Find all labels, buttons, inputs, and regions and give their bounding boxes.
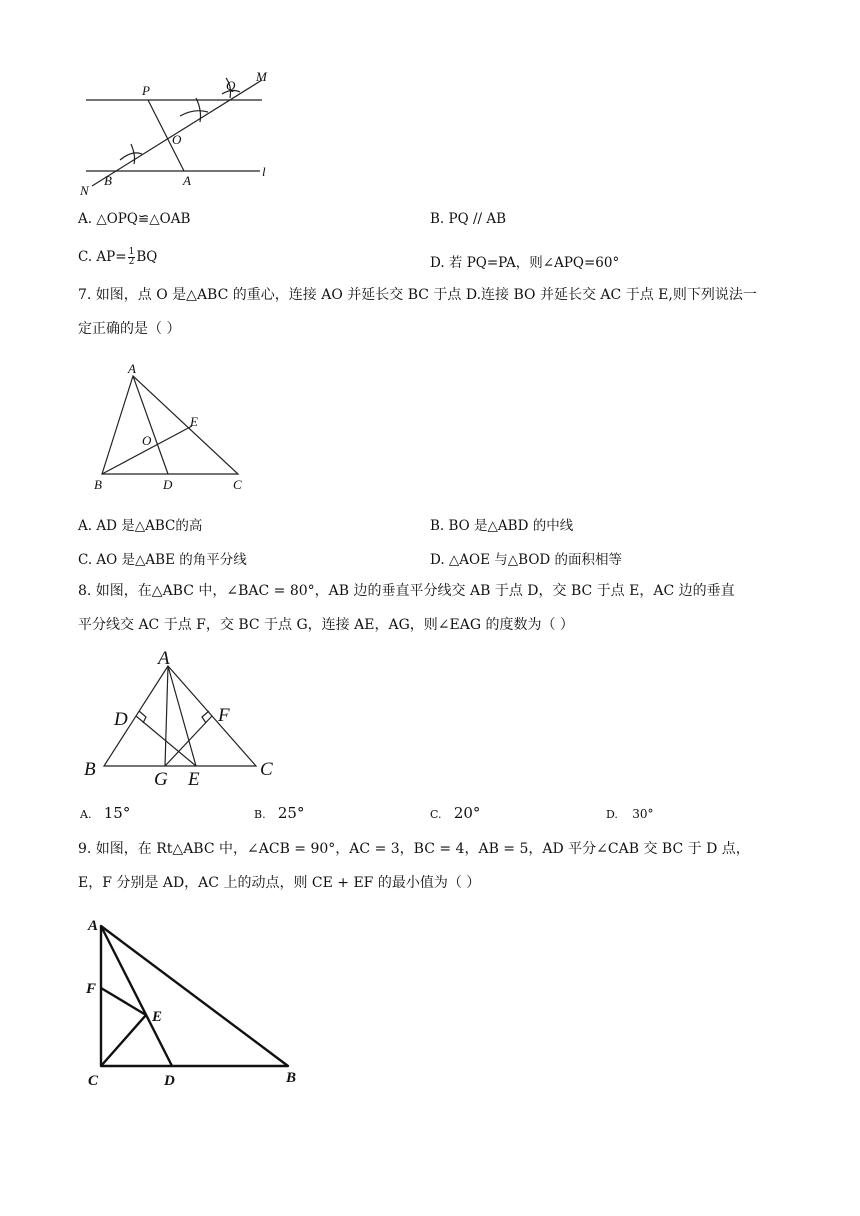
q7-stem [78,278,798,346]
q7-line-1: 7. 如图，点 O 是△ABC 的重心，连接 AO 并延长交 BC 于点 D.连接 BO 并延长交 AC 于点 E,则下列说法一 [78,287,757,303]
label-F: F [218,705,230,726]
q8-option-a[interactable] [80,804,130,822]
label-D: D [163,477,173,492]
q8-option-d-letter: D. [606,808,618,821]
q6-figure [76,64,286,198]
segment-AG [165,666,168,766]
q8-option-c-value: 20° [453,804,481,822]
label-A: A [183,173,191,188]
segment-CE [101,1015,146,1066]
label-l: l [262,164,266,179]
q8-option-a-value: 15° [103,804,131,822]
label-P: P [142,83,150,98]
q8-figure [80,646,290,792]
label-E: E [190,414,198,429]
segment-AE [168,666,196,766]
label-O: O [172,132,182,147]
q6-option-c-prefix: C. AP= [78,249,127,265]
q7-option-c[interactable]: C. AO 是△ABE 的角平分线 [78,552,247,568]
label-Q: Q [226,78,236,93]
q7-option-a[interactable]: A. AD 是△ABC的高 [78,518,203,534]
q9-figure [80,910,310,1092]
q8-option-b-value: 25° [277,804,305,822]
label-D: D [114,709,128,730]
arc-mark-3 [180,111,208,116]
q8-option-b[interactable] [254,804,304,822]
label-N: N [80,183,89,198]
q9-line-2: E，F 分别是 AD，AC 上的动点，则 CE + EF 的最小值为（ ） [78,875,481,891]
segment-AD [101,926,172,1066]
label-A: A [158,648,170,669]
segment-AD [133,376,168,474]
q8-option-d-value: 30° [632,807,654,821]
q9-line-1: 9. 如图，在 Rt△ABC 中，∠ACB = 90°，AC = 3，BC = 4，AB = 5，AD 平分∠CAB 交 BC 于 D 点， [78,841,750,857]
label-D: D [164,1073,175,1089]
label-M: M [256,69,267,84]
label-E: E [152,1009,163,1025]
label-C: C [88,1073,99,1089]
q6-option-b[interactable]: B. PQ // AB [430,211,507,227]
q8-option-c-letter: C. [430,808,442,821]
q7-option-b[interactable]: B. BO 是△ABD 的中线 [430,518,574,534]
label-O: O [142,433,152,448]
q8-stem [78,574,798,642]
q7-option-d[interactable]: D. △AOE 与△BOD 的面积相等 [430,552,623,568]
label-B: B [104,173,112,188]
q6-option-d[interactable]: D. 若 PQ=PA，则∠APQ=60° [430,255,620,271]
label-C: C [260,759,273,780]
q8-option-b-letter: B. [254,808,266,821]
q9-stem [78,832,798,900]
label-G: G [154,769,168,790]
right-angle-mark-F [202,711,209,723]
q8-option-d[interactable] [606,806,654,822]
q6-option-c[interactable] [78,248,157,267]
label-B: B [286,1070,297,1086]
q8-option-c[interactable] [430,804,480,822]
q6-option-c-suffix: BQ [136,249,158,265]
fraction-one-half: $\frac{1}{2}$ [128,247,135,267]
label-E: E [188,769,200,790]
q6-option-a[interactable]: A. △OPQ≌△OAB [78,211,191,227]
label-F: F [86,981,97,997]
q8-option-a-letter: A. [80,808,92,821]
label-A: A [88,918,99,934]
label-B: B [84,759,96,780]
label-C: C [233,477,242,492]
q7-line-2: 定正确的是（ ） [78,321,181,337]
q7-figure [88,356,258,496]
triangle-ABC [101,926,288,1066]
arc-mark-4 [196,98,201,122]
label-B: B [94,477,102,492]
triangle-ABC [102,376,238,474]
q8-line-2: 平分线交 AC 于点 F，交 BC 于点 G，连接 AE，AG，则∠EAG 的度数为（ ） [78,617,574,633]
label-A: A [128,361,136,376]
q8-line-1: 8. 如图，在△ABC 中，∠BAC = 80°，AB 边的垂直平分线交 AB 于点 D，交 BC 于点 E，AC 边的垂直 [78,583,735,599]
